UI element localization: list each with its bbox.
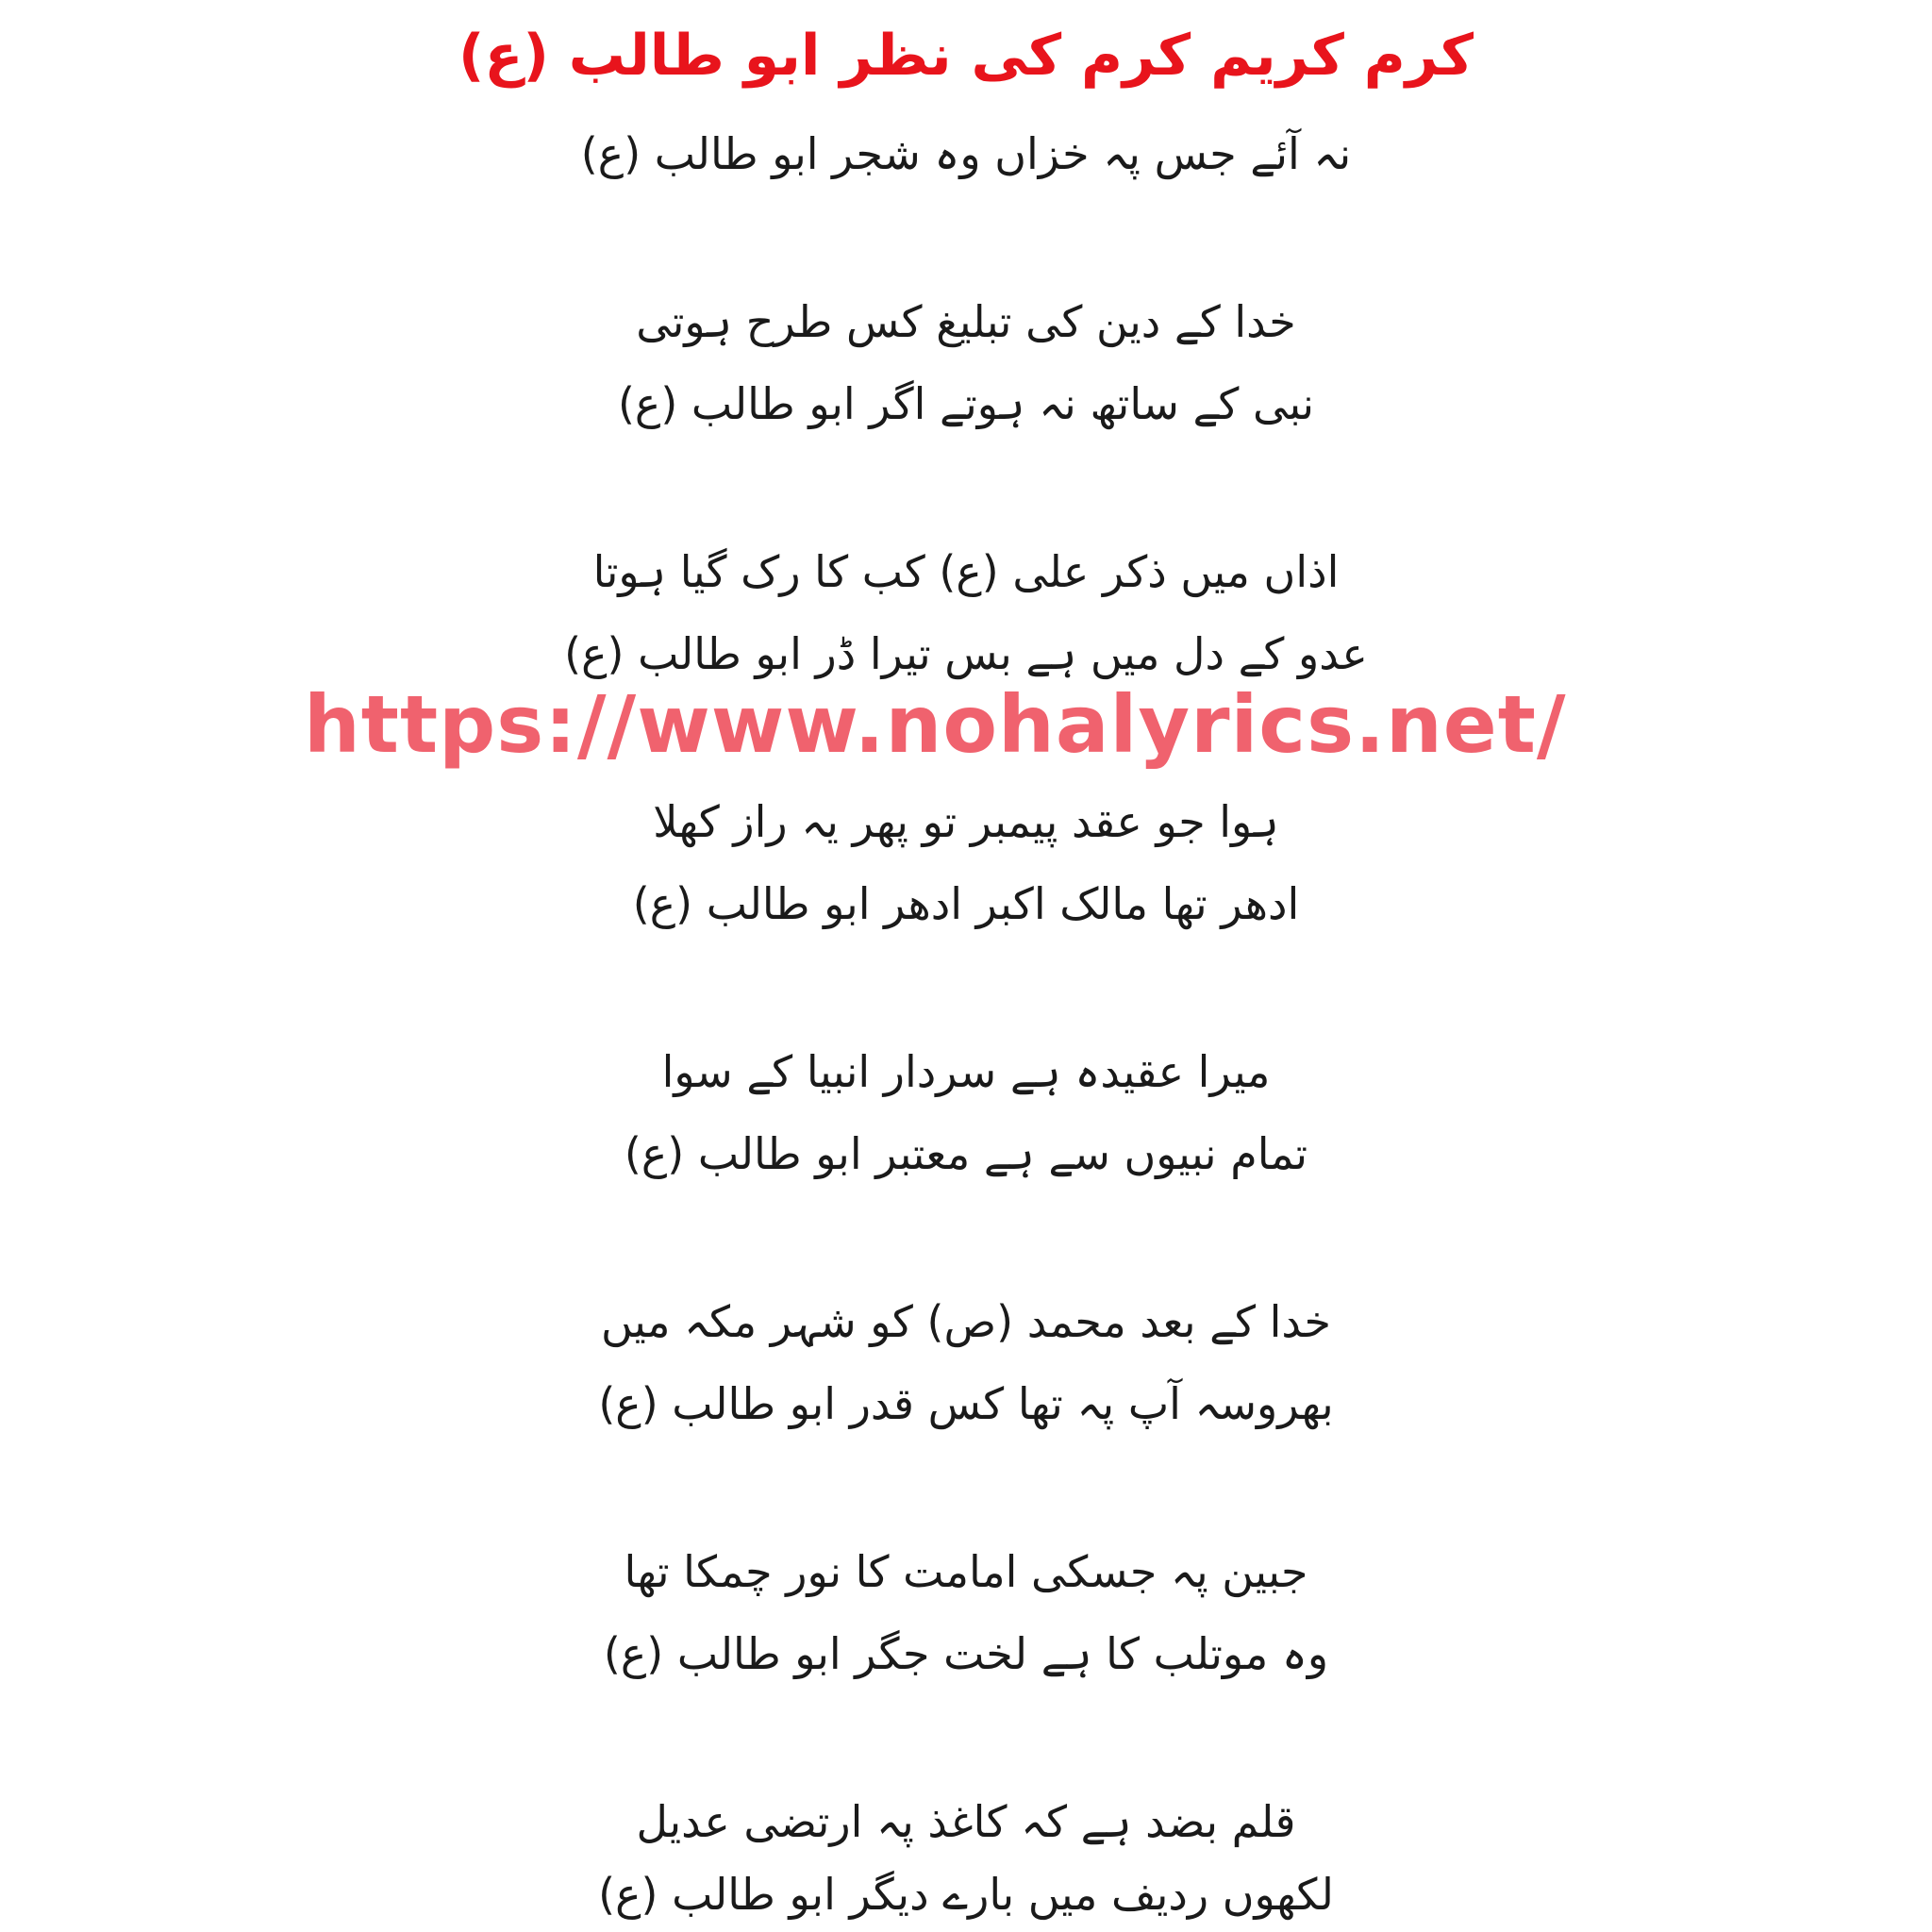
poem-line-10: خدا کے بعد محمد (ص) کو شہر مکہ میں xyxy=(601,1296,1331,1347)
poem-line-11: بھروسہ آپ پہ تھا کس قدر ابو طالب (ع) xyxy=(598,1378,1334,1429)
poem-line-13: وہ موتلب کا ہے لخت جگر ابو طالب (ع) xyxy=(603,1628,1329,1679)
poem-line-5: عدو کے دل میں ہے بس تیرا ڈر ابو طالب (ع) xyxy=(564,628,1368,679)
poem-line-9: تمام نبیوں سے ہے معتبر ابو طالب (ع) xyxy=(624,1128,1308,1179)
poem-line-15: لکھوں ردیف میں بارے دیگر ابو طالب (ع) xyxy=(598,1869,1334,1920)
poem-line-6: ہوا جو عقد پیمبر تو پھر یہ راز کھلا xyxy=(653,796,1279,847)
poem-line-12: جبین پہ جسکی امامت کا نور چمکا تھا xyxy=(624,1546,1308,1597)
poem-line-1: نہ آئے جس پہ خزاں وہ شجر ابو طالب (ع) xyxy=(580,128,1352,179)
poem-line-4: اذاں میں ذکر علی (ع) کب کا رک گیا ہوتا xyxy=(592,546,1340,597)
poem-line-7: ادھر تھا مالک اکبر ادھر ابو طالب (ع) xyxy=(632,878,1300,929)
poem-line-3: نبی کے ساتھ نہ ہوتے اگر ابو طالب (ع) xyxy=(617,378,1315,429)
poem-line-14: قلم بضد ہے کہ کاغذ پہ ارتضی عدیل xyxy=(636,1796,1296,1847)
poem-line-2: خدا کے دین کی تبلیغ کس طرح ہوتی xyxy=(636,296,1296,347)
website-watermark: https://www.nohalyrics.net/ xyxy=(304,678,1567,771)
poem-title: کرم کریم کرم کی نظر ابو طالب (ع) xyxy=(458,23,1474,89)
poem-line-8: میرا عقیدہ ہے سردار انبیا کے سوا xyxy=(661,1046,1271,1097)
